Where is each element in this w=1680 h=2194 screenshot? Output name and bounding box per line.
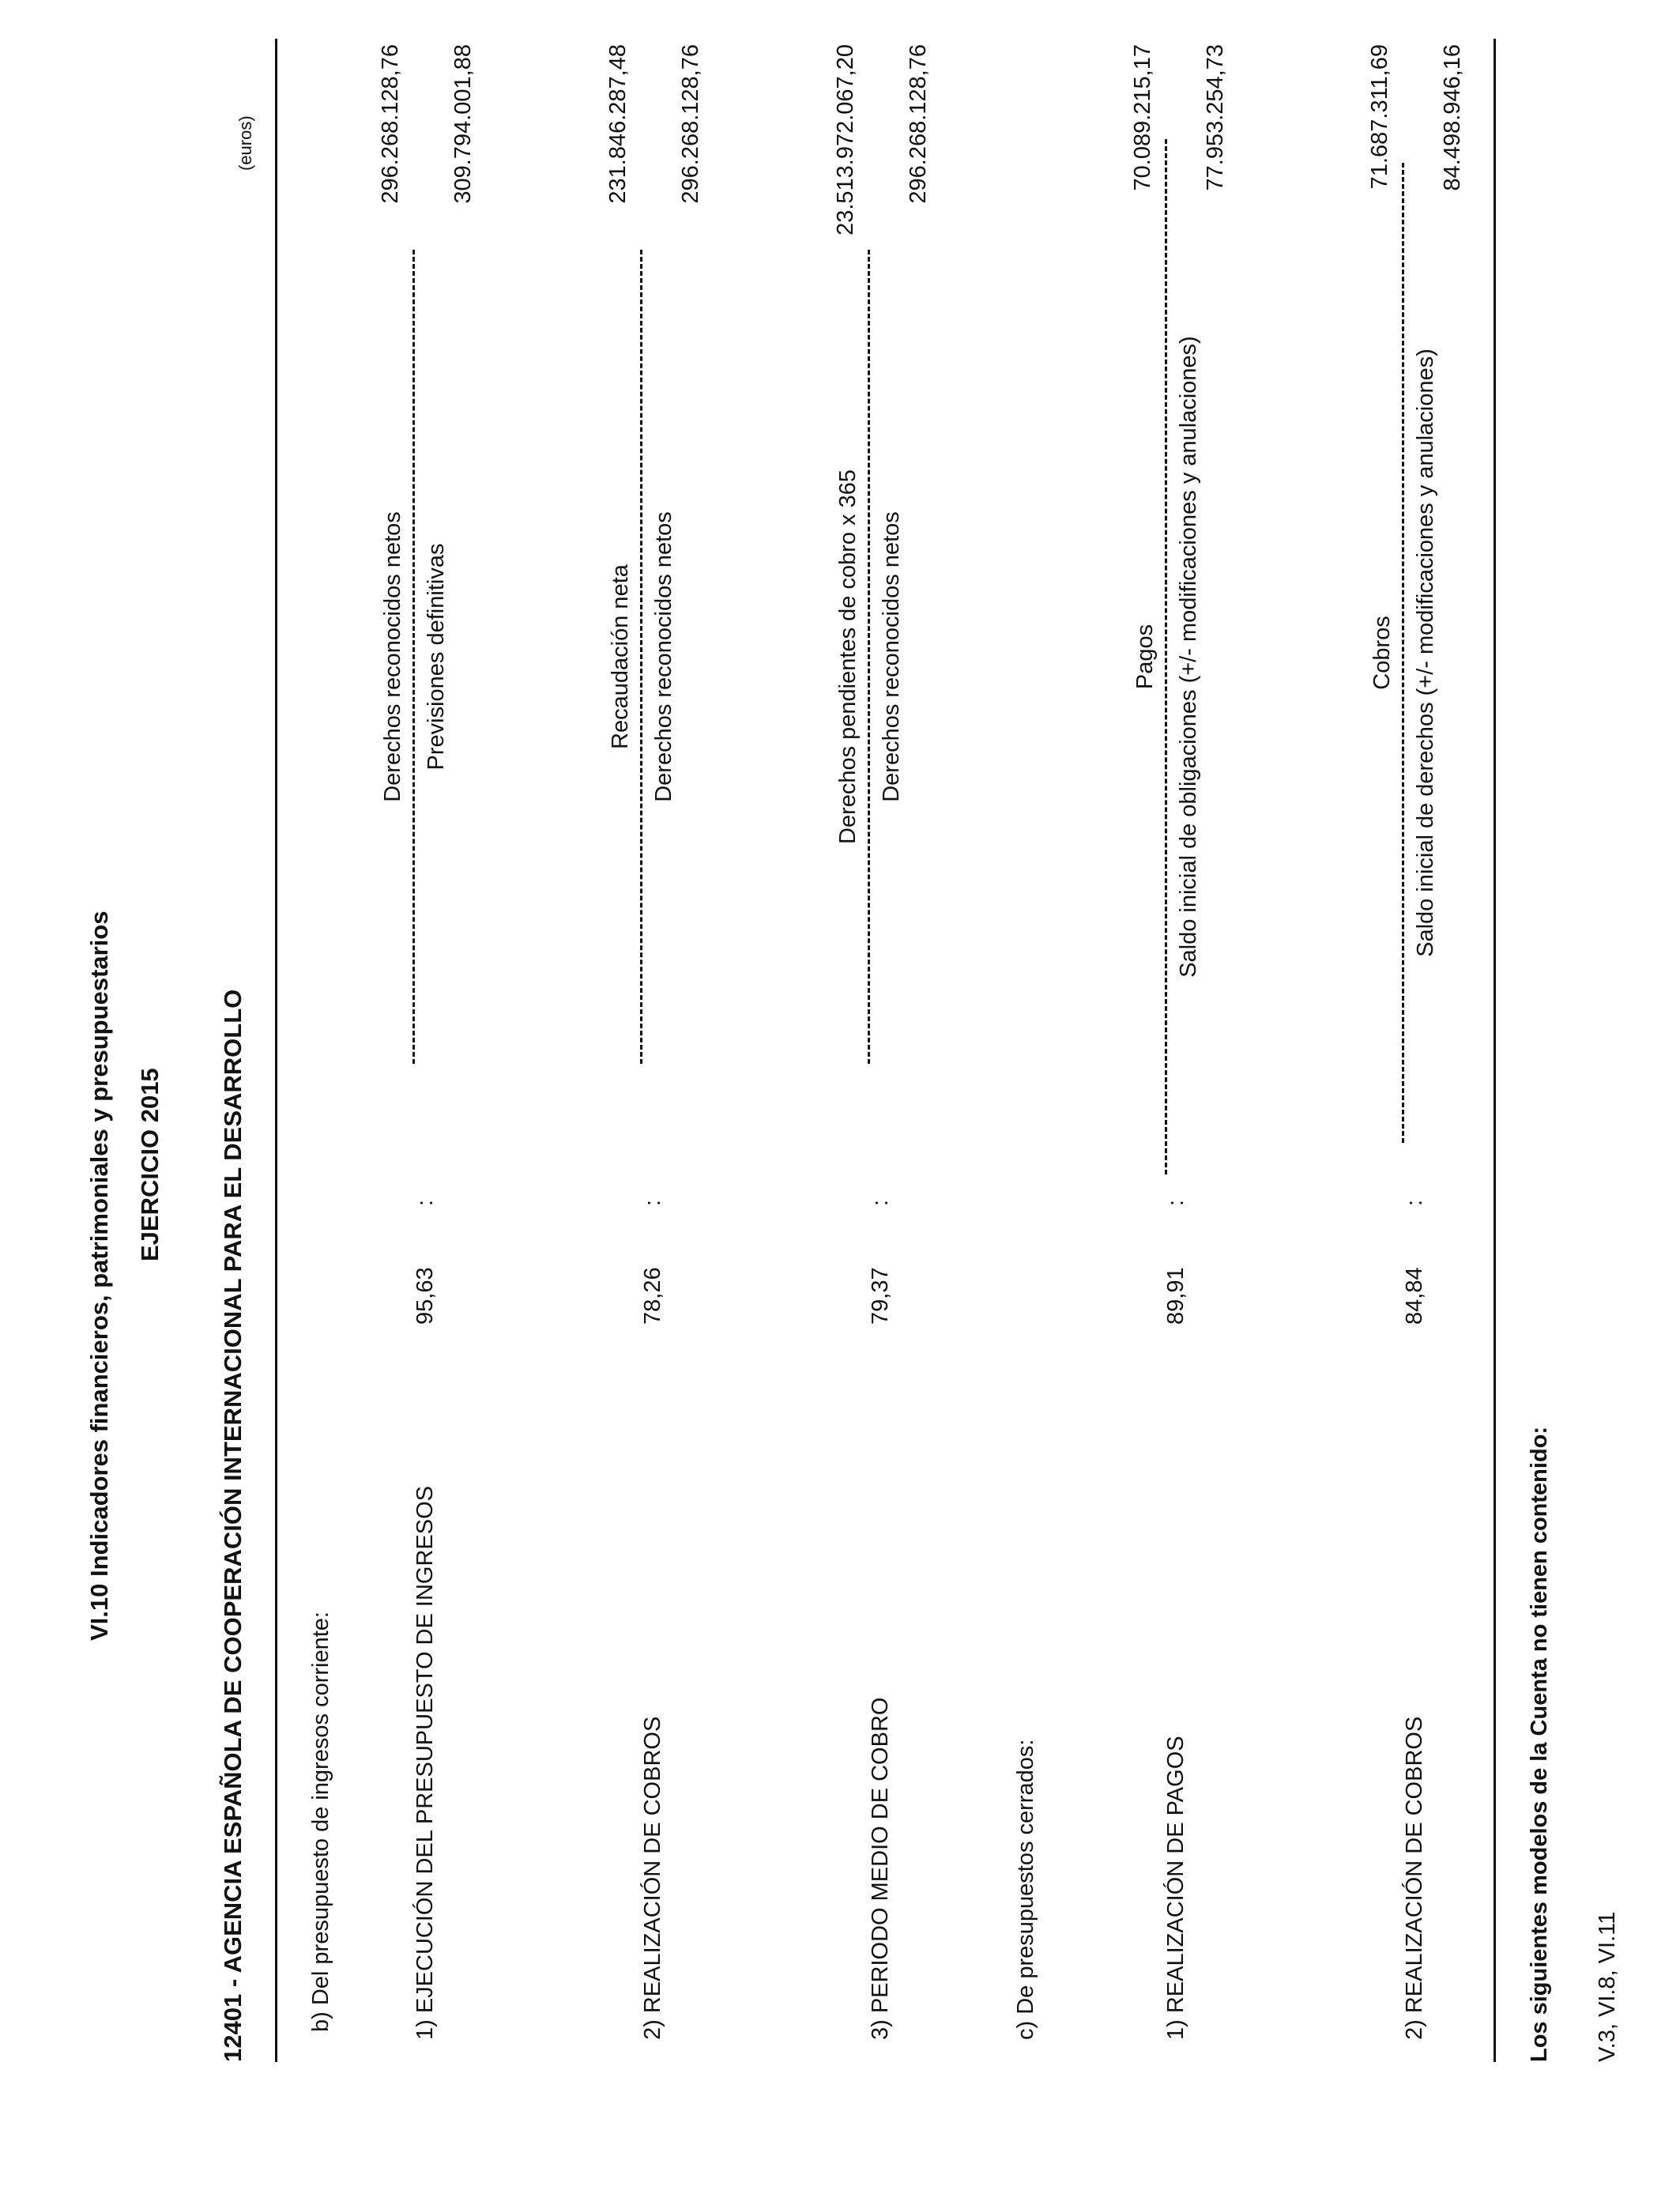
fraction-bar [1165,139,1167,1174]
ratio-denominator: Saldo inicial de derechos (+/- modificaciones y anulaciones) [1413,349,1438,957]
numerator-amount: 70.089.215,17 [1130,44,1155,191]
numerator-amount: 23.513.972.067,20 [833,44,858,236]
row-value: 78,26 [640,1267,665,1325]
row-value: 89,91 [1163,1267,1188,1325]
top-rule [275,39,277,2062]
row-label: 3) PERIODO MEDIO DE COBRO [868,1697,893,2040]
section-b-heading: b) Del presupuesto de ingresos corriente: [308,1612,333,2032]
ratio-fraction [604,250,680,1064]
denominator-amount: 296.268.128,76 [906,44,931,204]
denominator-amount: 84.498.946,16 [1440,44,1465,191]
numerator-amount: 71.687.311,69 [1367,44,1392,190]
ratio-numerator: Cobros [1369,616,1395,690]
denominator-amount: 309.794.001,88 [450,44,476,204]
ratio-fraction [1128,139,1205,1174]
report-title: VI.10 Indicadores financieros, patrimoniales y presupuestarios [85,910,113,1641]
bottom-rule [1494,39,1496,2062]
ratio-numerator: Pagos [1132,624,1158,690]
row-colon: : [640,1199,665,1206]
ratio-denominator: Previsiones definitivas [424,543,449,771]
row-colon: : [868,1199,893,1206]
footer-models: V.3, VI.8, VI.11 [1595,1911,1620,2062]
ratio-fraction [1365,163,1442,1143]
ratio-numerator: Derechos reconocidos netos [380,511,405,802]
row-colon: : [1402,1199,1427,1206]
fraction-bar [640,250,642,1064]
row-label: 1) REALIZACIÓN DE PAGOS [1163,1736,1188,2040]
ratio-fraction [376,250,453,1064]
unit-label: (euros) [235,115,255,171]
fraction-bar [868,250,870,1064]
row-label: 2) REALIZACIÓN DE COBROS [640,1716,665,2040]
row-colon: : [1163,1199,1188,1206]
ratio-fraction [831,250,908,1064]
ratio-numerator: Derechos pendientes de cobro x 365 [835,469,861,844]
numerator-amount: 296.268.128,76 [378,44,403,204]
ratio-numerator: Recaudación neta [608,564,633,749]
denominator-amount: 296.268.128,76 [678,44,703,204]
fraction-bar [412,250,415,1064]
row-value: 79,37 [868,1267,893,1325]
exercise-label: EJERCICIO 2015 [136,1068,164,1261]
ratio-denominator: Derechos reconocidos netos [879,511,904,802]
row-colon: : [412,1199,438,1206]
row-value: 84,84 [1402,1267,1427,1325]
row-value: 95,63 [412,1267,438,1325]
footer-note: Los siguientes modelos de la Cuenta no tienen contenido: [1527,1426,1552,2062]
entity-title: 12401 - AGENCIA ESPAÑOLA DE COOPERACIÓN INTERNACIONAL PARA EL DESARROLLO [219,989,247,2062]
row-label: 2) REALIZACIÓN DE COBROS [1402,1716,1427,2040]
section-c-heading: c) De presupuestos cerrados: [1013,1739,1038,2040]
numerator-amount: 231.846.287,48 [605,44,631,204]
denominator-amount: 77.953.254,73 [1203,44,1228,191]
row-label: 1) EJECUCIÓN DEL PRESUPUESTO DE INGRESOS [412,1486,438,2040]
ratio-denominator: Derechos reconocidos netos [651,511,676,802]
fraction-bar [1402,163,1404,1143]
ratio-denominator: Saldo inicial de obligaciones (+/- modificaciones y anulaciones) [1176,336,1201,978]
